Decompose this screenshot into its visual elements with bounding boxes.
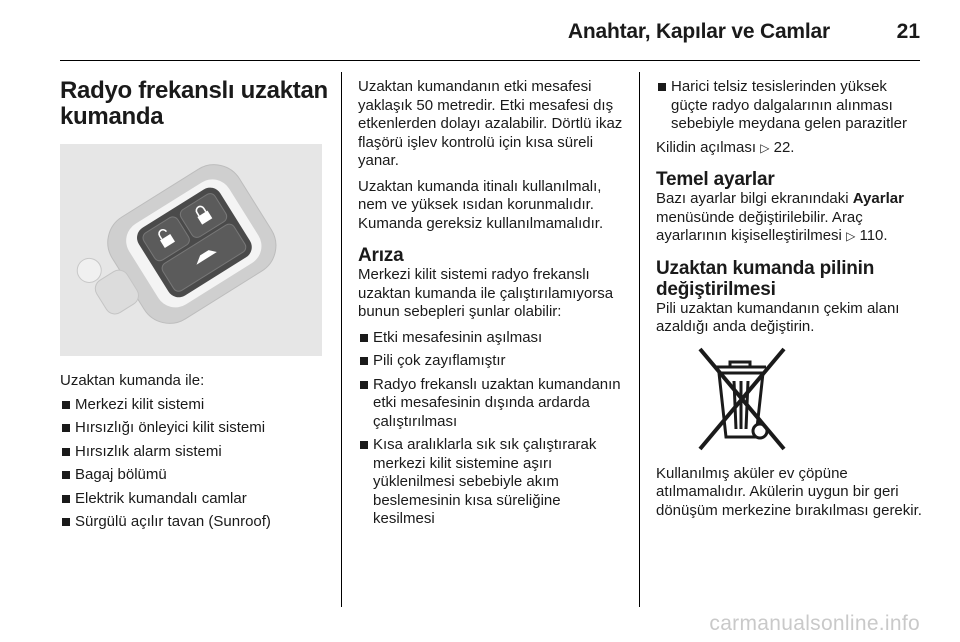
list-item: Pili çok zayıflamıştır — [358, 352, 626, 371]
list-item: Kısa aralıklarla sık sık çalıştırarak merkezi kilit sistemine aşırı yüklenilmesi sebebiyle akım beslemesinin kısa süreliğine kesilmesi — [358, 436, 626, 529]
cross-reference-link[interactable]: 22. — [773, 138, 795, 156]
paragraph: Uzaktan kumandanın etki mesafesi yaklaşık 50 metredir. Etki mesafesi dış etkenlerden dolayı azalabilir. Dörtlü ikaz flaşörü işlev kontrolü için kısa süreli yanar. — [358, 78, 623, 169]
cross-reference-text: Kilidin açılması — [656, 138, 757, 156]
header-rule — [60, 60, 920, 61]
remote-key-photo — [60, 144, 322, 356]
column-divider-2 — [639, 72, 640, 607]
list-item: Merkezi kilit sistemi — [60, 396, 328, 415]
column-2 — [358, 78, 626, 534]
battery-heading: Uzaktan kumanda pilinin değiştirilmesi — [656, 257, 875, 300]
paragraph: Pili uzaktan kumandanın çekim alanı azaldığı anda değiştirin. — [656, 299, 900, 335]
page-header-title: Anahtar, Kapılar ve Camlar — [567, 20, 830, 43]
cross-reference-link[interactable]: 110. — [859, 227, 888, 244]
intro-text: Uzaktan kumanda ile: — [60, 372, 205, 389]
triangle-right-icon: ▷ — [760, 140, 770, 155]
fault-heading: Arıza — [358, 245, 404, 266]
column-1 — [60, 78, 328, 537]
paragraph-text: menüsünde değiştirilebilir. Araç ayarlarının kişiselleştirilmesi — [656, 208, 863, 244]
paragraph: Uzaktan kumanda itinalı kullanılmalı, nem ve yüksek ısıdan korunmalıdır. Kumanda gereksiz kullanılmamalıdır. — [358, 177, 604, 232]
section-title: Radyo frekanslı uzaktan kumanda — [60, 77, 328, 130]
crossed-bin-icon — [684, 345, 796, 453]
fault-list — [358, 329, 626, 529]
feature-list — [60, 396, 328, 532]
list-item: Etki mesafesinin aşılması — [358, 329, 626, 348]
paragraph-text: Bazı ayarlar bilgi ekranındaki — [656, 190, 853, 207]
list-item: Sürgülü açılır tavan (Sunroof) — [60, 513, 328, 532]
list-item: Harici telsiz tesislerinden yüksek güçte radyo dalgalarının alınması sebebiyle meydana gelen parazitler — [656, 78, 924, 134]
paragraph — [656, 190, 924, 246]
paragraph: Kullanılmış aküler ev çöpüne atılmamalıdır. Akülerin uygun bir geri dönüşüm merkezine bırakılması gerekir. — [656, 464, 922, 519]
list-item: Bagaj bölümü — [60, 466, 328, 485]
cross-reference — [656, 139, 924, 158]
page-number: 21 — [896, 20, 920, 43]
list-item: Radyo frekanslı uzaktan kumandanın etki mesafesinin dışında ardarda çalıştırılması — [358, 376, 626, 432]
fault-list-continued — [656, 78, 924, 134]
triangle-right-icon: ▷ — [846, 229, 856, 243]
column-divider-1 — [341, 72, 342, 607]
column-3 — [656, 78, 924, 520]
settings-menu-name: Ayarlar — [852, 190, 904, 207]
list-item: Hırsızlığı önleyici kilit sistemi — [60, 419, 328, 438]
basic-settings-heading: Temel ayarlar — [656, 169, 775, 190]
paragraph: Merkezi kilit sistemi radyo frekanslı uzaktan kumanda ile çalıştırılamıyorsa bunun sebepleri şunlar olabilir: — [358, 266, 614, 320]
list-item: Elektrik kumandalı camlar — [60, 490, 328, 509]
watermark: carmanualsonline.info — [709, 612, 920, 635]
list-item: Hırsızlık alarm sistemi — [60, 443, 328, 462]
